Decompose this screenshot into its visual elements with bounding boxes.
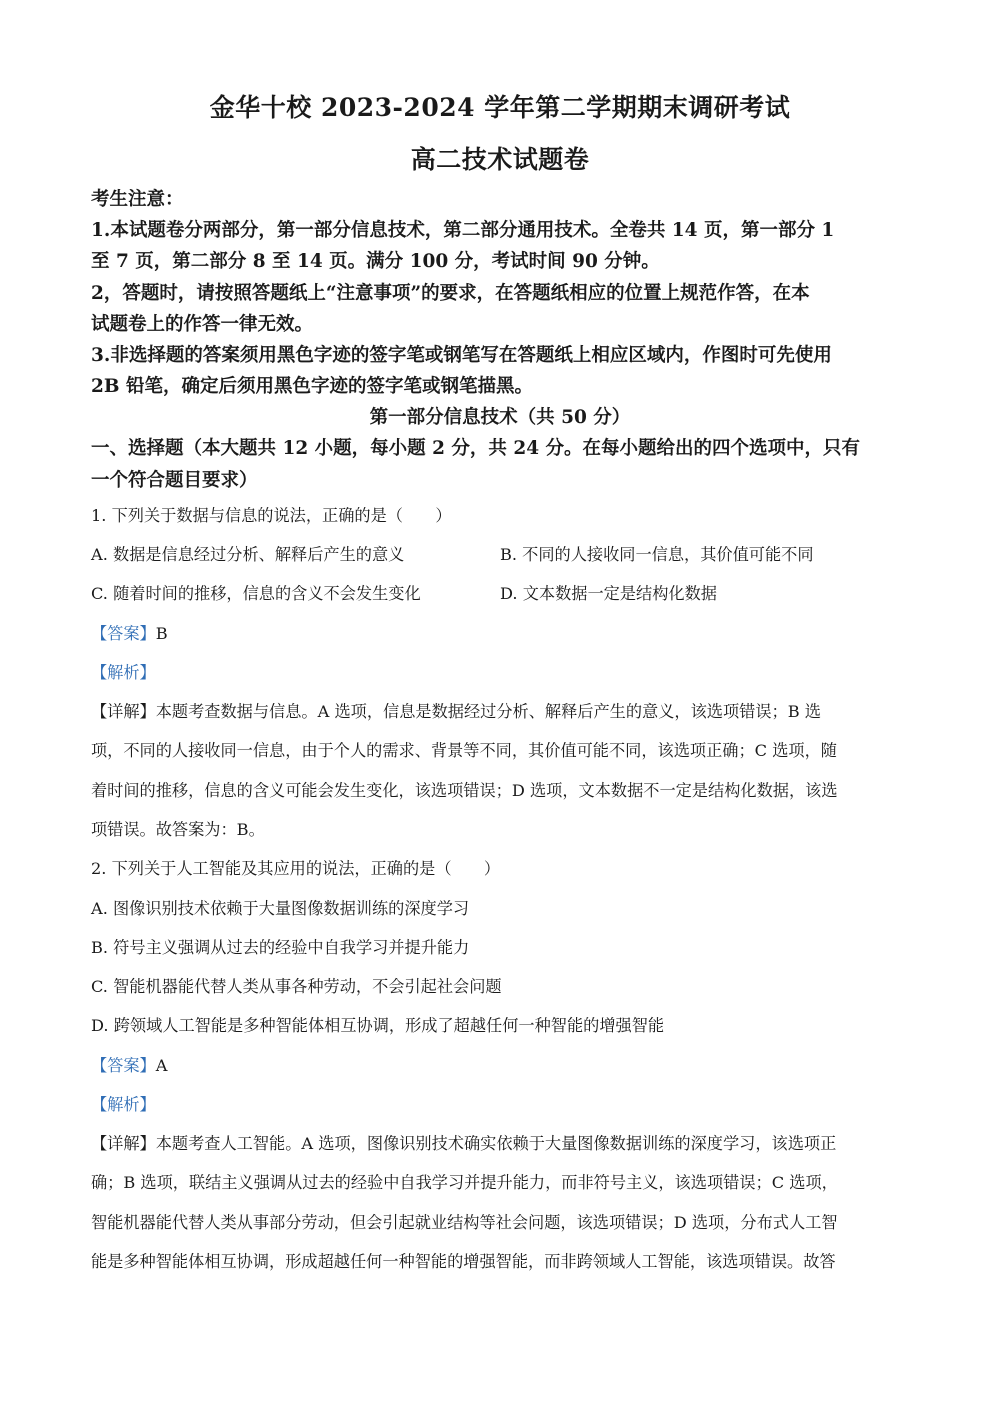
detail-line: 智能机器能代替人类从事部分劳动，但会引起就业结构等社会问题，该选项错误；D 选项，分布式人工智 (91, 1213, 838, 1232)
analysis-tag: 【解析】 (91, 1095, 156, 1114)
question-stem: 2. 下列关于人工智能及其应用的说法，正确的是（ ） (91, 859, 501, 878)
answer-tag: 【答案】 (91, 1056, 156, 1075)
exam-subtitle: 高二技术试题卷 (410, 145, 590, 174)
notice-heading: 考生注意： (91, 189, 184, 210)
analysis-tag: 【解析】 (91, 663, 156, 682)
detail-line: 项错误。故答案为：B。 (91, 820, 265, 839)
notice-line: 2B 铅笔，确定后须用黑色字迹的签字笔或钢笔描黑。 (91, 376, 533, 397)
section-heading: 一个符合题目要求） (91, 470, 258, 491)
notice-line: 2，答题时，请按照答题纸上“注意事项”的要求，在答题纸相应的位置上规范作答，在本 (91, 283, 810, 304)
notice-line: 3.非选择题的答案须用黑色字迹的签字笔或钢笔写在答题纸上相应区域内，作图时可先使用 (91, 345, 832, 366)
detail-line (91, 698, 821, 722)
option-a: A. 数据是信息经过分析、解释后产生的意义 (91, 545, 405, 564)
exam-title: 金华十校 2023-2024 学年第二学期期末调研考试 (209, 93, 791, 122)
question-stem: 1. 下列关于数据与信息的说法，正确的是（ ） (91, 506, 452, 525)
answer-value: A (155, 1056, 168, 1075)
detail-text: 本题考查人工智能。A 选项，图像识别技术确实依赖于大量图像数据训练的深度学习，该选项正 (155, 1134, 837, 1153)
detail-line (91, 1130, 836, 1154)
option-b: B. 符号主义强调从过去的经验中自我学习并提升能力 (91, 938, 470, 957)
detail-tag: 【详解】 (91, 1134, 156, 1153)
answer-tag: 【答案】 (91, 624, 156, 643)
detail-line: 项，不同的人接收同一信息，由于个人的需求、背景等不同，其价值可能不同，该选项正确；C 选项，随 (91, 741, 837, 760)
option-c: C. 随着时间的推移，信息的含义不会发生变化 (91, 584, 421, 603)
option-d: D. 跨领域人工智能是多种智能体相互协调，形成了超越任何一种智能的增强智能 (91, 1016, 665, 1035)
option-a: A. 图像识别技术依赖于大量图像数据训练的深度学习 (91, 899, 470, 918)
detail-text: 本题考查数据与信息。A 选项，信息是数据经过分析、解释后产生的意义，该选项错误；B 选 (155, 702, 821, 721)
part-title: 第一部分信息技术（共 50 分） (369, 407, 631, 428)
detail-line: 确；B 选项，联结主义强调从过去的经验中自我学习并提升能力，而非符号主义，该选项错误；C 选项， (91, 1173, 838, 1192)
answer-line (91, 1052, 167, 1076)
answer-value: B (155, 624, 168, 643)
notice-line: 1.本试题卷分两部分，第一部分信息技术，第二部分通用技术。全卷共 14 页，第一部分 1 (91, 220, 835, 241)
detail-line: 着时间的推移，信息的含义可能会发生变化，该选项错误；D 选项，文本数据不一定是结构化数据，该选 (91, 781, 838, 800)
detail-tag: 【详解】 (91, 702, 156, 721)
option-b: B. 不同的人接收同一信息，其价值可能不同 (500, 545, 814, 564)
option-c: C. 智能机器能代替人类从事各种劳动，不会引起社会问题 (91, 977, 502, 996)
section-heading: 一、选择题（本大题共 12 小题，每小题 2 分，共 24 分。在每小题给出的四个选项中，只有 (91, 438, 861, 459)
answer-line (91, 620, 168, 644)
option-d: D. 文本数据一定是结构化数据 (500, 584, 717, 603)
detail-line: 能是多种智能体相互协调，形成超越任何一种智能的增强智能，而非跨领域人工智能，该选项错误。故答 (91, 1252, 836, 1271)
notice-line: 至 7 页，第二部分 8 至 14 页。满分 100 分，考试时间 90 分钟。 (91, 251, 660, 272)
notice-line: 试题卷上的作答一律无效。 (91, 314, 314, 335)
